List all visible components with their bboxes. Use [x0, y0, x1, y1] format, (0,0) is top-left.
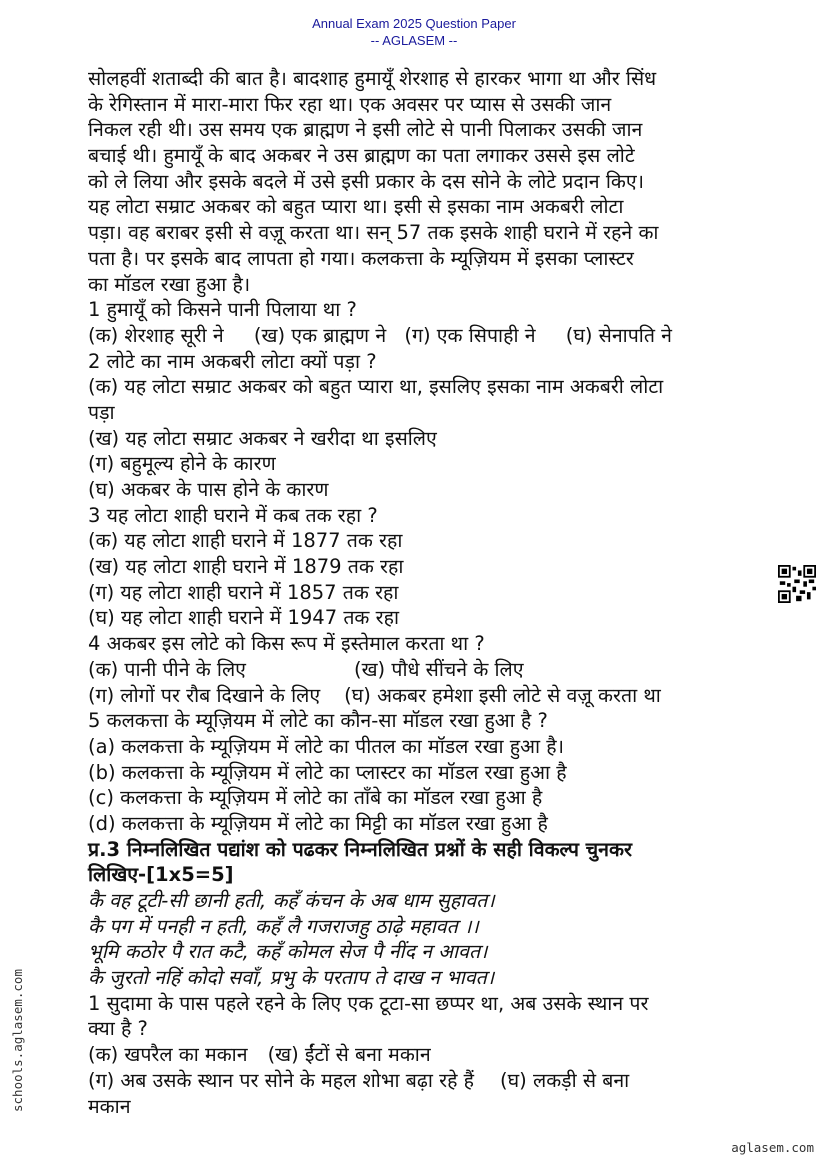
passage-line: को ले लिया और इसके बदले में उसे इसी प्रकार के दस सोने के लोटे प्रदान किए। [88, 169, 645, 193]
passage-line: यह लोटा सम्राट अकबर को बहुत प्यारा था। इसी से इसका नाम अकबरी लोटा [88, 195, 624, 219]
passage-line: का मॉडल रखा हुआ है। [88, 272, 251, 296]
option: (ख) यह लोटा शाही घराने में 1879 तक रहा [88, 555, 404, 579]
poem-line: कै पग में पनही न हती, कहँ लै गजराजहु ठाढ़े महावत ।। [88, 914, 479, 938]
question-options [88, 1042, 788, 1068]
option: (घ) लकड़ी से बना [500, 1068, 630, 1092]
option: (घ) अकबर के पास होने के कारण [88, 478, 329, 501]
option: (क) शेरशाह सूरी ने [88, 323, 224, 347]
option: पड़ा [88, 400, 115, 424]
option: (ग) बहुमूल्य होने के कारण [88, 452, 276, 476]
question-4: 4 अकबर इस लोटे को किस रूप में इस्तेमाल करता था ? [88, 632, 485, 656]
question-1-options [88, 323, 788, 349]
option: (क) यह लोटा शाही घराने में 1877 तक रहा [88, 529, 403, 553]
passage-line: निकल रही थी। उस समय एक ब्राह्मण ने इसी लोटे से पानी पिलाकर उसकी जान [88, 118, 643, 142]
option: (ख) पौधे सींचने के लिए [354, 657, 524, 681]
passage-line: पता है। पर इसके बाद लापता हो गया। कलकत्ता के म्यूज़ियम में इसका प्लास्टर [88, 246, 634, 270]
option: (d) कलकत्ता के म्यूज़ियम में लोटे का मिट्टी का मॉडल रखा हुआ है [88, 811, 548, 835]
option: (ख) एक ब्राह्मण ने [253, 323, 387, 347]
section-3-question-1: 1 सुदामा के पास पहले रहने के लिए एक टूटा-सा छप्पर था, अब उसके स्थान पर [88, 991, 649, 1015]
option: (b) कलकत्ता के म्यूज़ियम में लोटे का प्लास्टर का मॉडल रखा हुआ है [88, 760, 567, 784]
footer-watermark: aglasem.com [731, 1140, 814, 1155]
option: (ग) यह लोटा शाही घराने में 1857 तक रहा [88, 580, 399, 604]
section-3-heading: प्र.3 निम्नलिखित पद्यांश को पढकर निम्नलिखित प्रश्नों के सही विकल्प चुनकर [88, 837, 632, 861]
passage-line: सोलहवीं शताब्दी की बात है। बादशाह हुमायूँ शेरशाह से हारकर भागा था और सिंध [88, 67, 657, 90]
passage [88, 66, 788, 297]
question-4-options [88, 683, 788, 709]
option: (घ) सेनापति ने [565, 323, 672, 347]
option: (c) कलकत्ता के म्यूज़ियम में लोटे का ताँबे का मॉडल रखा हुआ है [88, 786, 543, 810]
passage-line: बचाई थी। हुमायूँ के बाद अकबर ने उस ब्राह्मण का पता लगाकर उससे इस लोटे [88, 144, 635, 168]
side-watermark: schools.aglasem.com [10, 969, 25, 1112]
section-3-heading: लिखिए-[1x5=5] [88, 863, 234, 887]
option: (घ) अकबर हमेशा इसी लोटे से वज़ू करता था [344, 683, 661, 707]
option: (क) यह लोटा सम्राट अकबर को बहुत प्यारा था, इसलिए इसका नाम अकबरी लोटा [88, 375, 664, 399]
question-1: 1 हुमायूँ को किसने पानी पिलाया था ? [88, 298, 357, 322]
option: (ग) अब उसके स्थान पर सोने के महल शोभा बढ़ा रहे हैं [88, 1068, 475, 1092]
question-5: 5 कलकत्ता के म्यूज़ियम में लोटे का कौन-सा मॉडल रखा हुआ है ? [88, 709, 548, 733]
option-continued: मकान [88, 1094, 131, 1118]
header-title: Annual Exam 2025 Question Paper [312, 16, 516, 31]
question-3: 3 यह लोटा शाही घराने में कब तक रहा ? [88, 503, 378, 527]
poem-line: भूमि कठोर पै रात कटै, कहँ कोमल सेज पै नींद न आवत। [88, 940, 488, 964]
poem-line: कै जुरतो नहिं कोदो सवाँ, प्रभु के परताप ते दाख न भावत। [88, 966, 495, 990]
question-options [88, 1068, 788, 1094]
question-2: 2 लोटे का नाम अकबरी लोटा क्यों पड़ा ? [88, 349, 377, 373]
option: (ख) ईंटों से बना मकान [267, 1043, 431, 1067]
option: (क) खपरैल का मकान [88, 1043, 248, 1067]
passage-line: के रेगिस्तान में मारा-मारा फिर रहा था। एक अवसर पर प्यास से उसकी जान [88, 92, 612, 116]
option: (ग) एक सिपाही ने [404, 323, 536, 347]
option: (घ) यह लोटा शाही घराने में 1947 तक रहा [88, 606, 399, 630]
option: (क) पानी पीने के लिए [88, 657, 246, 681]
section-3-question-1: क्या है ? [88, 1017, 148, 1041]
qr-code-icon [778, 565, 816, 603]
option: (a) कलकत्ता के म्यूज़ियम में लोटे का पीतल का मॉडल रखा हुआ है। [88, 734, 565, 758]
question-paper-body [88, 66, 788, 1119]
poem-line: कै वह टूटी-सी छानी हती, कहँ कंचन के अब धाम सुहावत। [88, 889, 495, 912]
question-4-options [88, 657, 788, 683]
option: (ग) लोगों पर रौब दिखाने के लिए [88, 683, 321, 707]
passage-line: पड़ा। वह बराबर इसी से वज़ू करता था। सन् 57 तक इसके शाही घराने में रहने का [88, 221, 659, 245]
option: (ख) यह लोटा सम्राट अकबर ने खरीदा था इसलिए [88, 426, 437, 450]
header-subtitle: -- AGLASEM -- [370, 33, 458, 48]
